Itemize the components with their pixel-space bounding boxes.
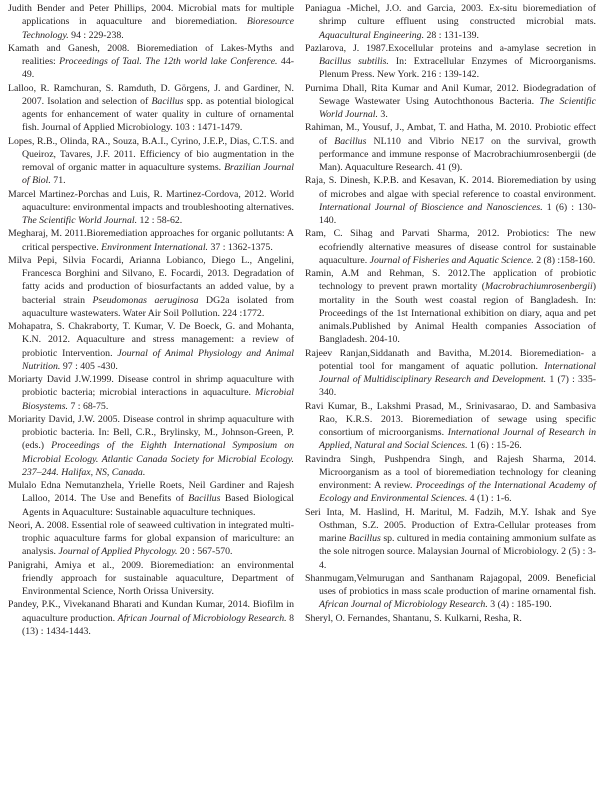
reference-source: Aquacultural Engineering. — [319, 29, 425, 41]
reference-entry — [8, 598, 294, 638]
reference-text: Kamath and Ganesh, 2008. Bioremediation of Lakes-Myths and realities: — [8, 42, 294, 67]
reference-text: Milva Pepi, Silvia Focardi, Arianna Lobianco, Diego L., Angelini, Francesca Borghini and Silvano, E. Focardi, 2013. Degradation of fatty acids and production of biosurfactants an added value, by a bacterial strain — [8, 254, 294, 306]
reference-source: Journal of Fisheries and Aquatic Science. — [369, 254, 534, 266]
reference-entry — [305, 572, 596, 612]
reference-entry — [305, 42, 596, 82]
reference-source: The Scientific World Journal. — [22, 215, 138, 226]
reference-text: Seri Inta, M. Haslind, H. Maritul, M. Fadzih, M.Y. Ishak and Sye Osthman, S.Z. 2005. Production of Extra-Cellular proteases from marine — [305, 506, 596, 544]
reference-citation: 7 : 68-75. — [68, 400, 109, 412]
reference-source: Bacillus — [151, 95, 184, 107]
reference-text: Lopes, R.B., Olinda, RA., Souza, B.A.I., Cyrino, J.E.P., Dias, C.T.S. and Queiroz, Tavares, J.F. 2011. Efficiency of bio augmentation in the removal of organic matter in aquaculture systems. — [8, 135, 294, 173]
reference-text: Rahiman, M., Yousuf, J., Ambat, T. and Hatha, M. 2010. Probiotic effect of — [305, 122, 596, 147]
reference-citation: ) mortality in the South west coastal region of Bangladesh. In: Proceedings of the 1st International exhibition on diary, aqua and pet animals.Published by Animal Health companies Association of Bangladesh. 204-10. — [319, 281, 596, 346]
reference-citation: DG2a isolated from aquaculture wastewaters. Water Air Soil Pollution. 224 :1772. — [22, 294, 294, 319]
reference-citation: 94 : 229-238. — [68, 29, 124, 41]
reference-source: Bacillus — [348, 533, 381, 544]
reference-citation: 37 : 1362-1375. — [208, 241, 273, 253]
reference-entry — [8, 413, 294, 479]
reference-source: Macrobrachiumrosenbergii — [484, 281, 593, 293]
reference-text: Lalloo, R. Ramchuran, S. Ramduth, D. Görgens, J. and Gardiner, N. 2007. Isolation and selection of — [8, 82, 294, 107]
reference-source: International Journal of Multidisciplinary Research and Development. — [319, 360, 596, 385]
reference-source: Bacillus — [188, 493, 221, 505]
reference-citation: 20 : 567-570. — [177, 546, 233, 558]
reference-text: Shanmugam,Velmurugan and Santhanam Rajagopal, 2009. Beneficial uses of probiotics in mass scale production of marine ornamental fish. — [305, 572, 596, 597]
reference-citation: 71. — [50, 175, 66, 187]
reference-source: Bioresource Technology. — [22, 16, 294, 41]
reference-source: Journal of Applied Phycology. — [58, 546, 178, 558]
reference-entry — [305, 82, 596, 122]
reference-source: Proceedings of the Eighth International Symposium on Microbial Ecology. Atlantic Canada Society for Microbial Ecology. 237–244. Halifax, NS, Canada. — [22, 440, 294, 478]
reference-source: Bacillus subtilis. — [319, 56, 389, 67]
reference-text: Raja, S. Dinesh, K.P.B. and Kesavan, K. 2014. Bioremediation by using of microbes and algae with special reference to coastal environment. — [305, 175, 596, 200]
reference-text: Mulalo Edna Nemutanzhela, Yrielle Roets, Neil Gardiner and Rajesh Lalloo, 2014. The Use and Benefits of — [8, 480, 294, 505]
reference-source: Pseudomonas aeruginosa — [92, 294, 199, 306]
reference-citation: In: Extracellular Enzymes of Microorganisms. Plenum Press. New York. 216 : 139-142. — [319, 56, 596, 81]
reference-citation: 1 (7) : 335-340. — [319, 374, 596, 399]
reference-citation: 44-49. — [22, 56, 294, 81]
reference-citation: NL110 and Vibrio NE17 on the survival, growth performance and immune response of Macrobrachiumrosenbergii (de Man). Aquaculture Research. 41 (9). — [319, 135, 596, 173]
reference-text: Paniagua -Michel, J.O. and Garcia, 2003. Ex-situ bioremediation of shrimp culture effluent using constructed microbial mats. — [305, 3, 596, 28]
reference-text: Ramin, A.M and Rehman, S. 2012.The application of probiotic technology to prevent prawn mortality ( — [305, 268, 596, 293]
reference-citation: 1 (6) : 15-26. — [467, 440, 522, 452]
reference-column-left — [8, 2, 294, 638]
reference-citation: 97 : 405 -430. — [60, 360, 118, 372]
reference-text: Pazlarova, J. 1987.Exocellular proteins and a-amylase secretion in — [305, 42, 596, 54]
reference-text: Pandey, P.K., Vivekanand Bharati and Kundan Kumar, 2014. Biofilm in aquaculture production. — [8, 599, 294, 624]
reference-text: Ravindra Singh, Pushpendra Singh, and Rajesh Sharma, 2014. Microorganism as a tool of bioremediation technology for cleaning environment: A review. — [305, 453, 596, 491]
reference-entry — [8, 135, 294, 188]
reference-entry — [8, 373, 294, 413]
reference-entry — [8, 82, 294, 135]
reference-entry — [305, 612, 596, 625]
reference-entry — [305, 121, 596, 174]
reference-entry — [8, 2, 294, 42]
reference-entry — [8, 479, 294, 519]
reference-text: Sheryl, O. Fernandes, Shantanu, S. Kulkarni, Resha, R. — [305, 612, 522, 624]
reference-citation: 28 : 131-139. — [424, 29, 479, 41]
reference-source: Proceedings of the International Academy of Ecology and Environmental Sciences. — [319, 480, 596, 505]
reference-entry — [8, 320, 294, 373]
reference-entry — [305, 2, 596, 42]
reference-text: Ravi Kumar, B., Lakshmi Prasad, M., Srinivasarao, D. and Sambasiva Rao, K.R.S. 2013. Bioremediation of sewage using specific consortium of microorganisms. — [305, 400, 596, 438]
reference-source: African Journal of Microbiology Research. — [319, 599, 488, 611]
reference-citation: 3. — [377, 109, 388, 120]
reference-column-right — [305, 2, 596, 625]
reference-citation: Based Biological Agents in Aquaculture: Sustainable aquaculture techniques. — [22, 493, 294, 518]
reference-citation: 1 (6) : 130-140. — [319, 201, 596, 226]
reference-text: Mohapatra, S. Chakraborty, T. Kumar, V. De Boeck, G. and Mohanta, K.N. 2012. Aquaculture and stress management: a review of probiotic Intervention. — [8, 321, 294, 359]
reference-entry — [8, 254, 294, 320]
reference-citation: 8 (13) : 1434-1443. — [22, 612, 294, 637]
reference-text: Neori, A. 2008. Essential role of seaweed cultivation in integrated multi-trophic aquaculture farms for global expansion of mariculture: an analysis. — [8, 519, 294, 558]
reference-text: Megharaj, M. 2011.Bioremediation approaches for organic pollutants: A critical perspective. — [8, 228, 294, 253]
reference-citation: 12 : 58-62. — [137, 215, 183, 226]
reference-entry — [8, 188, 294, 228]
reference-entry — [305, 227, 596, 267]
reference-source: International Journal of Research in Applied, Natural and Social Sciences. — [319, 427, 596, 452]
reference-text: Ram, C. Sihag and Parvati Sharma, 2012. Probiotics: The new ecofriendly alternative measures of disease control for sustainable aquaculture. — [305, 228, 596, 266]
reference-entry — [8, 519, 294, 559]
reference-source: Brazilian Journal of Biol. — [22, 162, 294, 187]
reference-text: Moriarty David J.W.1999. Disease control in shrimp aquaculture with probiotic bacteria; microbial interactions in aquaculture. — [8, 374, 294, 399]
reference-entry — [8, 559, 294, 599]
reference-source: Microbial Biosystems. — [22, 387, 294, 412]
reference-source: African Journal of Microbiology Research. — [117, 612, 287, 624]
reference-entry — [305, 267, 596, 347]
reference-entry — [305, 453, 596, 506]
reference-citation: 2 (8) :158-160. — [533, 254, 596, 266]
reference-source: Journal of Animal Physiology and Animal Nutrition. — [22, 347, 294, 372]
reference-source: The Scientific World Journal. — [319, 95, 596, 120]
reference-text: Judith Bender and Peter Phillips, 2004. Microbial mats for multiple applications in aquaculture and bioremediation. — [8, 3, 294, 28]
reference-entry — [8, 42, 294, 82]
reference-citation: sp. cultured in media containing ammonium sulfate as the sole nitrogen source. Malaysian Journal of Microbiology. 2 (5) : 3-4. — [319, 533, 596, 571]
reference-text: Marcel Martinez-Porchas and Luis, R. Martinez-Cordova, 2012. World aquaculture: environmental impacts and troubleshooting alternatives. — [8, 188, 294, 213]
reference-citation: 3 (4) : 185-190. — [487, 599, 552, 611]
reference-entry — [305, 174, 596, 227]
reference-entry — [8, 227, 294, 254]
reference-text: Purnima Dhall, Rita Kumar and Anil Kumar, 2012. Biodegradation of Sewage Wastewater Using Autochthonous Bacteria. — [305, 82, 596, 107]
reference-source: International Journal of Bioscience and Nanosciences. — [319, 201, 543, 213]
reference-text: Rajeev Ranjan,Siddanath and Bavitha, M.2014. Bioremediation- a potential tool for mangament of aquatic pollution. — [305, 347, 596, 372]
reference-text: Panigrahi, Amiya et al., 2009. Bioremediation: an environmental friendly approach for sustainable aquaculture, Department of Environmental Science, North Orissa University. — [8, 559, 294, 597]
reference-citation: spp. as potential biological agents for enhancement of water quality in culture of ornamental fish. Journal of Applied Microbiology. 103 : 1471-1479. — [22, 95, 295, 134]
reference-entry — [305, 506, 596, 572]
reference-source: Bacillus — [334, 135, 367, 147]
reference-text: Moriarity David, J.W. 2005. Disease control in shrimp aquaculture with probiotic bacteria. In: Bell, C.R., Brylinsky, M., Johnson-Green, P. (eds.) — [8, 413, 294, 452]
reference-source: Proceedings of Taal. The 12th world lake Conference. — [59, 56, 278, 67]
reference-source: Environment International. — [101, 241, 208, 253]
reference-citation: 4 (1) : 1-6. — [467, 493, 512, 505]
reference-entry — [305, 400, 596, 453]
reference-entry — [305, 347, 596, 400]
